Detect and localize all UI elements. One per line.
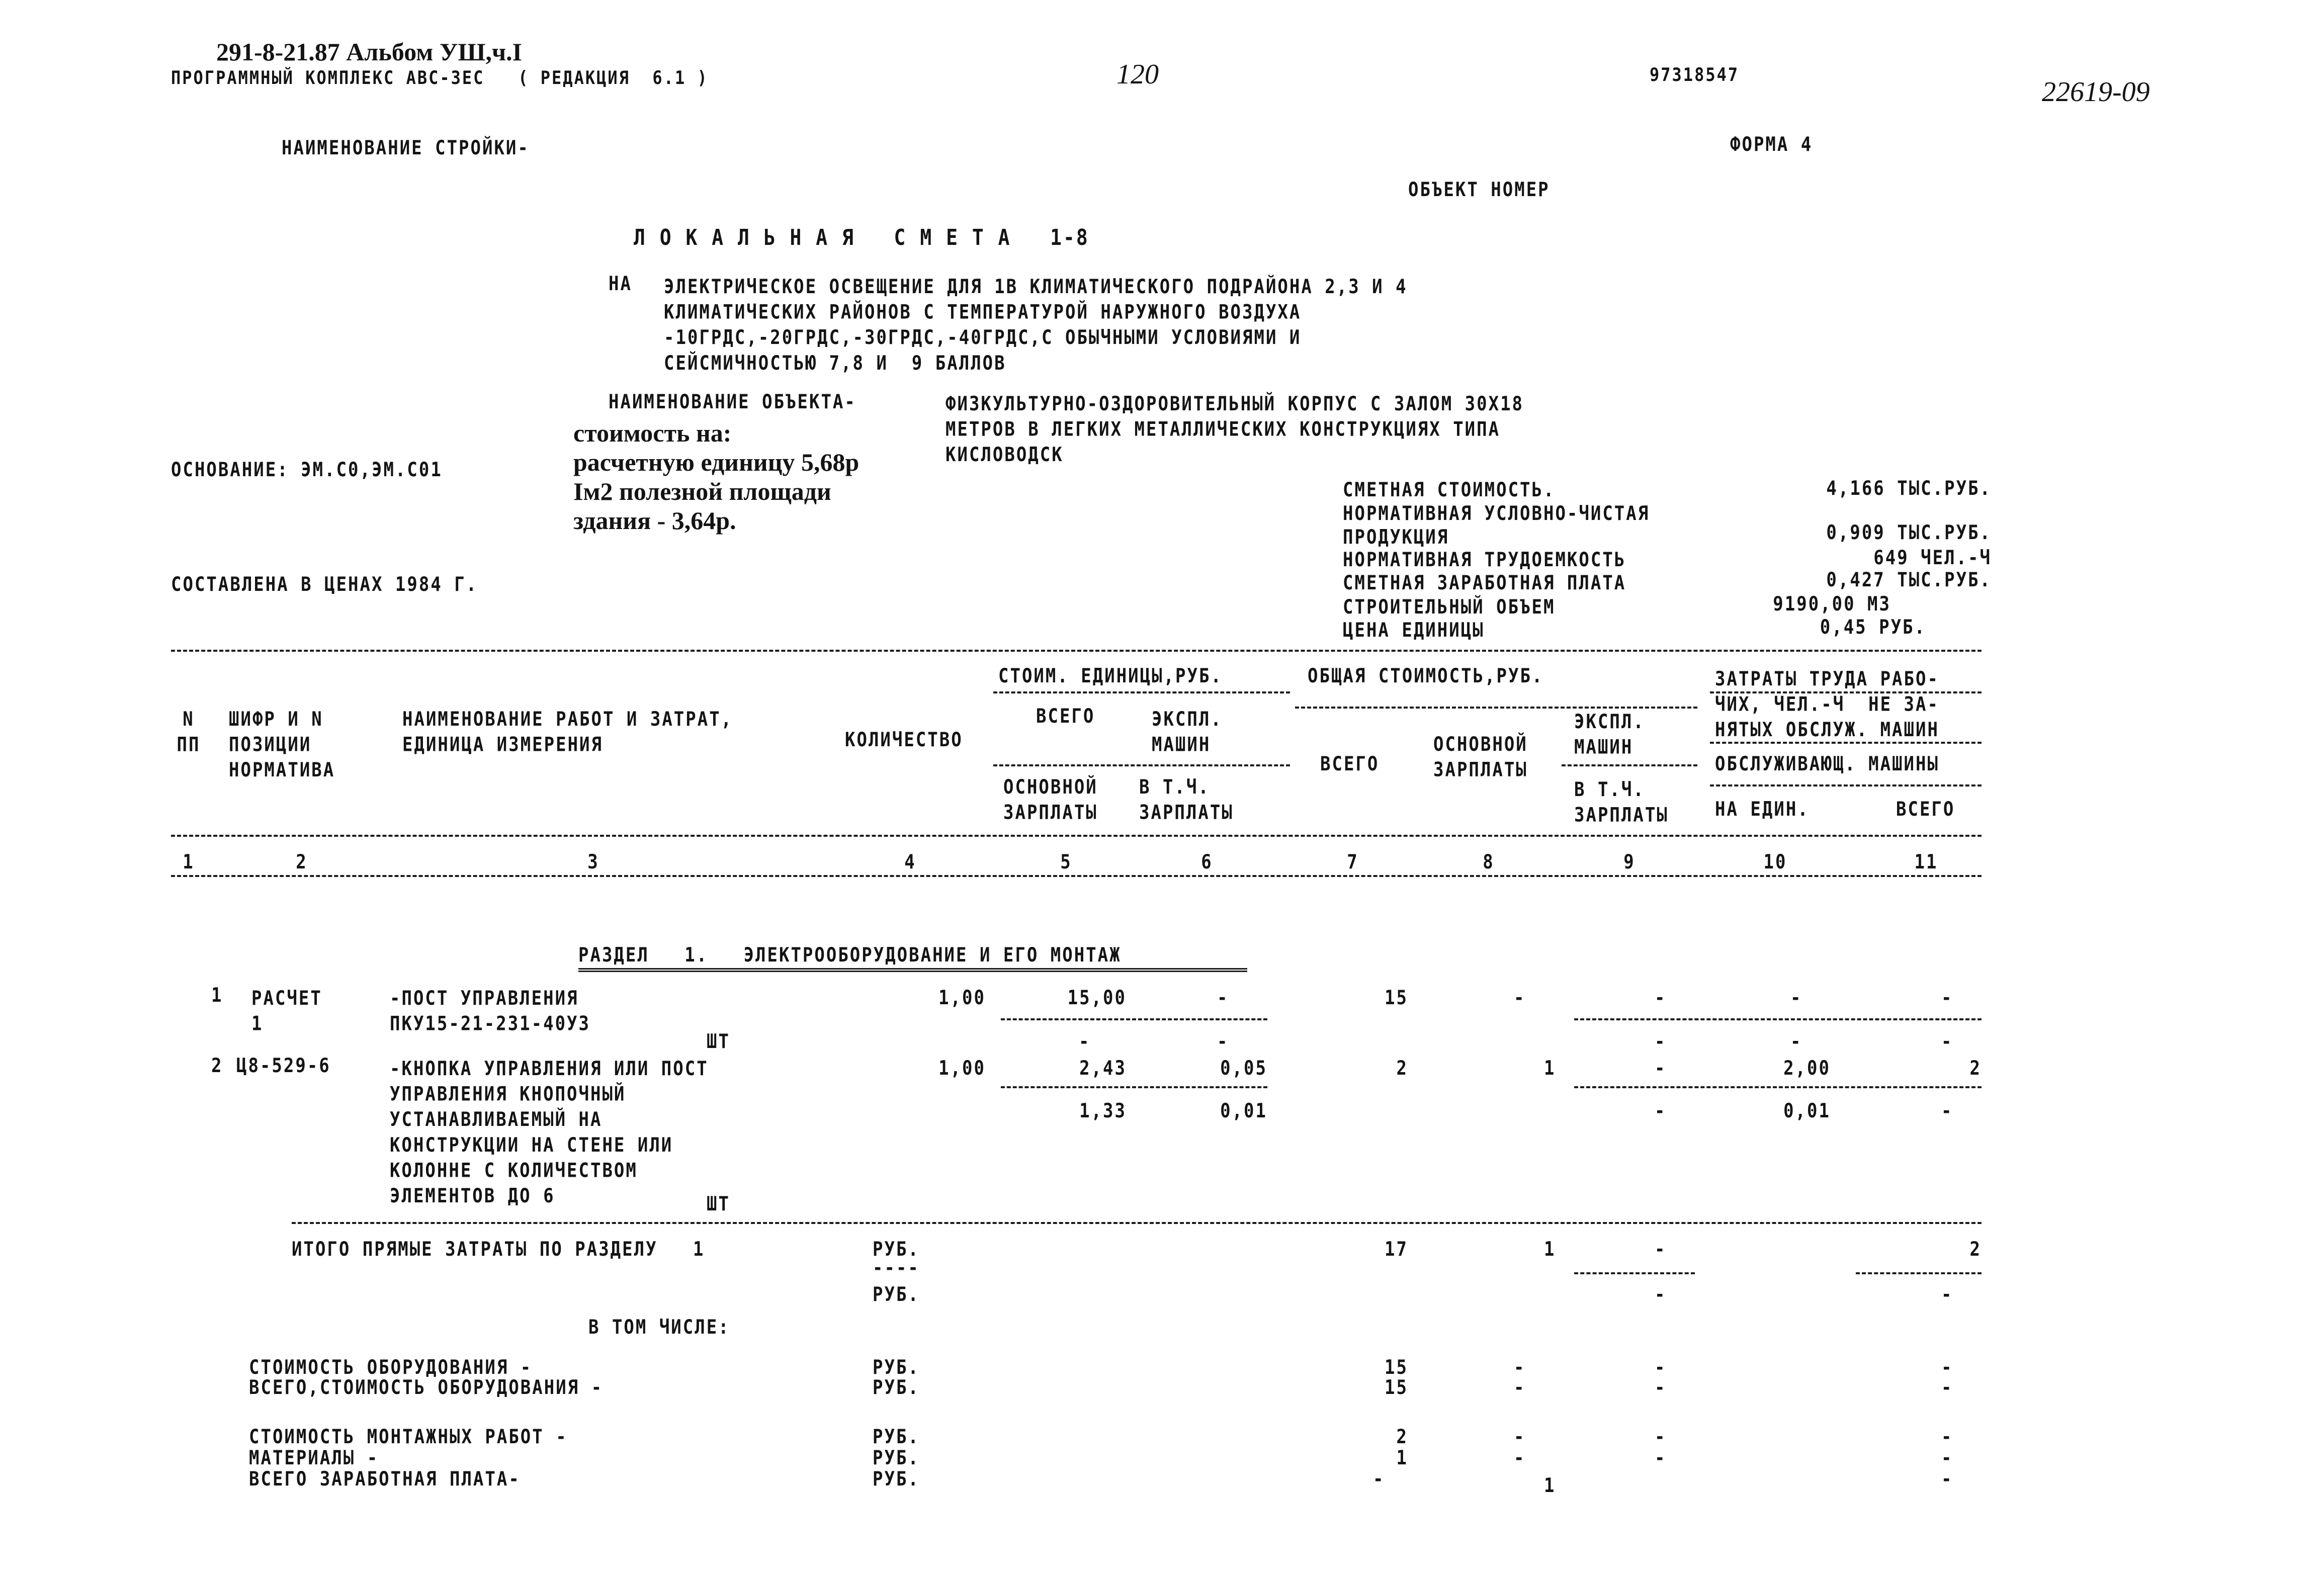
row-unit-machines: 0,05: [1220, 1057, 1267, 1080]
direct-costs-currency: РУБ.: [873, 1238, 920, 1261]
breakdown-currency: РУБ.: [873, 1356, 920, 1379]
estimate-title: Л О К А Л Ь Н А Я С М Е Т А 1-8: [634, 224, 1089, 250]
breakdown-value: 15: [1385, 1376, 1408, 1399]
totals-rule: [1856, 1272, 1982, 1274]
construction-name-label: НАИМЕНОВАНИЕ СТРОЙКИ-: [282, 136, 530, 160]
breakdown-value: -: [1655, 1376, 1667, 1399]
row-total-all: 15: [1385, 986, 1408, 1010]
row-serv-unit: -: [1790, 1030, 1802, 1054]
row-unit-all: 15,00: [1067, 986, 1127, 1010]
row-unit-all: 2,43: [1079, 1057, 1127, 1080]
header-rule: [1710, 691, 1982, 693]
summary-value: 9190,00 М3: [1773, 592, 1891, 616]
breakdown-label: СТОИМОСТЬ МОНТАЖНЫХ РАБОТ -: [249, 1425, 568, 1449]
basis-line: ОСНОВАНИЕ: ЭМ.С0,ЭМ.С01: [171, 458, 443, 482]
row-unit: ШТ: [707, 1030, 730, 1054]
row-labor-all: 2: [1969, 1057, 1982, 1080]
header-rule: [993, 764, 1290, 766]
row-number: 2: [211, 1054, 223, 1078]
summary-label: НОРМАТИВНАЯ УСЛОВНО-ЧИСТАЯ: [1343, 502, 1650, 526]
col-header-unit-base-salary: ОСНОВНОЙ ЗАРПЛАТЫ: [1003, 775, 1098, 824]
row-code: Ц8-529-6: [236, 1054, 331, 1078]
estimate-description: ЭЛЕКТРИЧЕСКОЕ ОСВЕЩЕНИЕ ДЛЯ 1В КЛИМАТИЧЕСКОГО ПОДРАЙОНА 2,3 И 4 КЛИМАТИЧЕСКИХ РАЙОНОВ С ТЕМПЕРАТУРОЙ НАРУЖНОГО ВОЗДУХА -10ГРДС,-20ГРДС,-30ГРДС,-40ГРДС,С ОБЫЧНЫМИ УСЛОВИЯМИ И СЕЙСМИЧНОСТЬЮ 7,8 И 9 БАЛЛОВ: [664, 275, 1408, 375]
col-number: 2: [296, 850, 308, 874]
row-code: РАСЧЕТ 1: [251, 987, 322, 1035]
direct-total-machines: -: [1655, 1238, 1667, 1261]
col-number: 11: [1914, 850, 1938, 874]
col-header-unit-all: ВСЕГО: [1036, 705, 1095, 728]
col-header-total-base: ОСНОВНОЙ ЗАРПЛАТЫ: [1433, 733, 1528, 781]
row-number: 1: [211, 984, 223, 1007]
breakdown-value: -: [1941, 1376, 1953, 1399]
breakdown-value: -: [1514, 1356, 1526, 1379]
object-name-label: НАИМЕНОВАНИЕ ОБЪЕКТА-: [609, 390, 856, 414]
breakdown-currency: РУБ.: [873, 1425, 920, 1449]
handwritten-cost-note: стоимость на: расчетную единицу 5,68р Iм2 полезной площади здания - 3,64р.: [573, 419, 859, 535]
breakdown-value: -: [1373, 1467, 1385, 1491]
summary-label: СТРОИТЕЛЬНЫЙ ОБЪЕМ: [1343, 595, 1556, 619]
row-total-machines: -: [1655, 1057, 1667, 1080]
row-unit-machines: -: [1217, 986, 1229, 1010]
breakdown-value: -: [1941, 1446, 1953, 1470]
col-number: 5: [1060, 850, 1072, 874]
breakdown-value: -: [1941, 1467, 1953, 1491]
row-unit-incl-salary: -: [1217, 1030, 1229, 1054]
summary-label: ЦЕНА ЕДИНИЦЫ: [1343, 619, 1485, 642]
row-total-all: 2: [1396, 1057, 1408, 1080]
breakdown-value: -: [1655, 1425, 1667, 1449]
breakdown-value: 15: [1385, 1356, 1408, 1379]
second-total-machines: -: [1655, 1283, 1667, 1306]
row-name: -КНОПКА УПРАВЛЕНИЯ ИЛИ ПОСТ УПРАВЛЕНИЯ КНОПОЧНЫЙ УСТАНАВЛИВАЕМЫЙ НА КОНСТРУКЦИИ НА СТЕНЕ ИЛИ КОЛОННЕ С КОЛИЧЕСТВОМ ЭЛЕМЕНТОВ ДО 6: [390, 1057, 709, 1208]
col-header-unit-incl-salary: В Т.Ч. ЗАРПЛАТЫ: [1139, 775, 1234, 824]
prices-year-line: СОСТАВЛЕНА В ЦЕНАХ 1984 Г.: [171, 573, 478, 596]
row-rule: [1574, 1018, 1982, 1020]
col-number: 9: [1623, 850, 1636, 874]
direct-total-labor: 2: [1969, 1238, 1982, 1261]
breakdown-value: -: [1941, 1425, 1953, 1449]
col-header-code: ШИФР И N ПОЗИЦИИ НОРМАТИВА: [229, 708, 335, 782]
rows-bottom-rule: [292, 1222, 1982, 1224]
breakdown-value: -: [1514, 1376, 1526, 1399]
breakdown-value: 1: [1544, 1474, 1556, 1498]
header-rule: [1710, 742, 1982, 744]
row-total-base: 1: [1544, 1057, 1556, 1080]
breakdown-value: 1: [1396, 1446, 1408, 1470]
row-total-incl: -: [1655, 1030, 1667, 1054]
row-unit-base-salary: 1,33: [1079, 1099, 1127, 1123]
direct-costs-label: ИТОГО ПРЯМЫЕ ЗАТРАТЫ ПО РАЗДЕЛУ 1: [292, 1238, 705, 1261]
row-unit-base-salary: -: [1079, 1030, 1091, 1054]
object-number-label: ОБЪЕКТ НОМЕР: [1408, 178, 1550, 202]
col-number: 7: [1347, 850, 1359, 874]
summary-value: 0,909 ТЫС.РУБ.: [1826, 521, 1992, 545]
breakdown-currency: РУБ.: [873, 1446, 920, 1470]
breakdown-label: ВСЕГО,СТОИМОСТЬ ОБОРУДОВАНИЯ -: [249, 1376, 604, 1399]
col-number: 3: [587, 850, 599, 874]
summary-label: ПРОДУКЦИЯ: [1343, 526, 1449, 549]
section-title: РАЗДЕЛ 1. ЭЛЕКТРООБОРУДОВАНИЕ И ЕГО МОНТАЖ: [578, 943, 1122, 967]
second-currency: РУБ.: [873, 1283, 920, 1306]
software-line: ПРОГРАММНЫЙ КОМПЛЕКС АВС-3ЕС ( РЕДАКЦИЯ 6.1 ): [171, 66, 709, 89]
row-unit-incl-salary: 0,01: [1220, 1099, 1267, 1123]
header-rule: [1562, 764, 1697, 766]
col-number: 10: [1763, 850, 1787, 874]
row-serv-unit: 0,01: [1783, 1099, 1831, 1123]
col-header-labor-all: ВСЕГО: [1896, 798, 1955, 821]
row-rule: [1001, 1086, 1267, 1088]
row-quantity: 1,00: [938, 1057, 986, 1080]
col-number: 4: [904, 850, 916, 874]
row-serv-all: -: [1941, 1099, 1953, 1123]
row-labor-all: -: [1941, 986, 1953, 1010]
row-name: -ПОСТ УПРАВЛЕНИЯ ПКУ15-21-231-40У3: [390, 987, 590, 1035]
row-total-incl: -: [1655, 1099, 1667, 1123]
row-total-base: -: [1514, 986, 1526, 1010]
header-bottom-rule: [171, 835, 1982, 837]
col-header-total-machines: ЭКСПЛ. МАШИН: [1574, 710, 1645, 759]
header-rule: [1295, 707, 1697, 709]
breakdown-value: -: [1941, 1356, 1953, 1379]
section-title-underline: [578, 968, 1247, 972]
row-quantity: 1,00: [938, 986, 986, 1010]
totals-rule: [1574, 1272, 1695, 1274]
breakdown-value: -: [1655, 1356, 1667, 1379]
header-rule: [993, 691, 1290, 693]
col-header-labor: ЗАТРАТЫ ТРУДА РАБО- ЧИХ, ЧЕЛ.-Ч НЕ ЗА- НЯТЫХ ОБСЛУЖ. МАШИН: [1715, 667, 1939, 742]
col-number: 8: [1483, 850, 1495, 874]
estimate-on-label: НА: [609, 272, 632, 296]
col-header-unit-cost: СТОИМ. ЕДИНИЦЫ,РУБ.: [998, 664, 1223, 688]
row-serv-all: -: [1941, 1030, 1953, 1054]
col-header-number: N ПП: [177, 708, 201, 756]
document-code: 97318547: [1650, 63, 1740, 86]
summary-value: 649 ЧЕЛ.-Ч: [1873, 546, 1992, 570]
summary-label: СМЕТНАЯ СТОИМОСТЬ.: [1343, 478, 1556, 502]
direct-total-base: 1: [1544, 1238, 1556, 1261]
currency-underline: ----: [873, 1256, 920, 1280]
direct-total-all: 17: [1385, 1238, 1408, 1261]
table-top-rule: [171, 650, 1982, 652]
breakdown-label: СТОИМОСТЬ ОБОРУДОВАНИЯ -: [249, 1356, 533, 1379]
col-header-labor-serv: ОБСЛУЖИВАЮЩ. МАШИНЫ: [1715, 752, 1939, 776]
breakdown-value: -: [1655, 1446, 1667, 1470]
summary-label: НОРМАТИВНАЯ ТРУДОЕМКОСТЬ: [1343, 548, 1626, 572]
col-header-name: НАИМЕНОВАНИЕ РАБОТ И ЗАТРАТ, ЕДИНИЦА ИЗМЕРЕНИЯ: [402, 708, 733, 756]
summary-label: СМЕТНАЯ ЗАРАБОТНАЯ ПЛАТА: [1343, 571, 1626, 595]
row-rule: [1574, 1086, 1982, 1088]
summary-value: 0,427 ТЫС.РУБ.: [1826, 568, 1992, 592]
row-rule: [1001, 1018, 1267, 1020]
page-number: 120: [1116, 59, 1159, 90]
col-header-quantity: КОЛИЧЕСТВО: [845, 728, 963, 752]
breakdown-label: ВСЕГО ЗАРАБОТНАЯ ПЛАТА-: [249, 1467, 521, 1491]
col-header-total-cost: ОБЩАЯ СТОИМОСТЬ,РУБ.: [1308, 664, 1544, 688]
col-header-unit-machines: ЭКСПЛ. МАШИН: [1152, 708, 1223, 756]
second-total-labor: -: [1941, 1283, 1953, 1306]
header-rule: [1710, 784, 1982, 786]
object-name: ФИЗКУЛЬТУРНО-ОЗДОРОВИТЕЛЬНЫЙ КОРПУС С ЗАЛОМ 30Х18 МЕТРОВ В ЛЕГКИХ МЕТАЛЛИЧЕСКИХ КОНСТРУКЦИЯХ ТИПА КИСЛОВОДСК: [945, 392, 1524, 467]
numbers-bottom-rule: [171, 875, 1982, 877]
breakdown-value: -: [1514, 1425, 1526, 1449]
summary-value: 0,45 РУБ.: [1820, 616, 1926, 639]
col-header-total-all: ВСЕГО: [1320, 752, 1380, 776]
including-label: В ТОМ ЧИСЛЕ:: [588, 1316, 730, 1339]
row-labor-unit: -: [1790, 986, 1802, 1010]
row-total-machines: -: [1655, 986, 1667, 1010]
breakdown-currency: РУБ.: [873, 1376, 920, 1399]
col-number: 6: [1201, 850, 1213, 874]
archive-stamp: 22619-09: [2042, 76, 2150, 108]
breakdown-value: -: [1514, 1446, 1526, 1470]
col-header-per-unit: НА ЕДИН.: [1715, 798, 1810, 821]
breakdown-currency: РУБ.: [873, 1467, 920, 1491]
row-unit: ШТ: [707, 1192, 730, 1216]
summary-value: 4,166 ТЫС.РУБ.: [1826, 477, 1992, 500]
row-labor-unit: 2,00: [1783, 1057, 1831, 1080]
breakdown-label: МАТЕРИАЛЫ -: [249, 1446, 379, 1470]
form-label: ФОРМА 4: [1730, 133, 1813, 156]
col-header-total-incl: В Т.Ч. ЗАРПЛАТЫ: [1574, 778, 1669, 827]
col-number: 1: [183, 850, 195, 874]
breakdown-value: 2: [1396, 1425, 1408, 1449]
album-reference: 291-8-21.87 Альбом УШ,ч.I: [216, 38, 523, 66]
